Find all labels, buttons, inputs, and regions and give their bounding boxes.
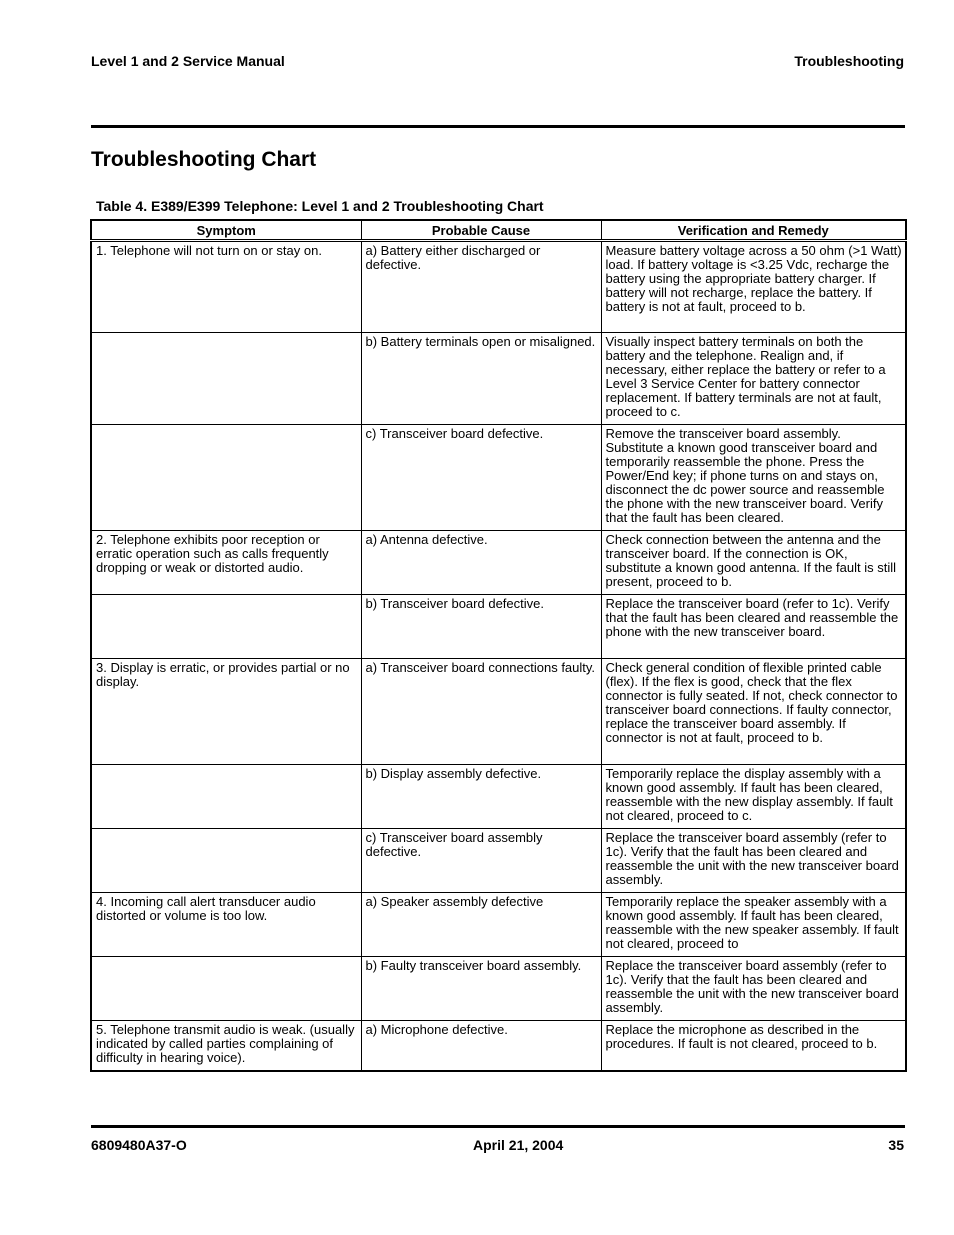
remedy-cell: Remove the transceiver board assembly. Substitute a known good transceiver board and temporarily reassemble the phone. Press the Power/End key; if phone turns on and stays on, disconnect the dc power source and reassemble the phone with the new transceiver board. Verify that the fault has been cleared.	[601, 425, 906, 531]
symptom-cell: 2. Telephone exhibits poor reception or erratic operation such as calls frequently dropping or weak or distorted audio.	[91, 531, 361, 595]
cause-cell: b) Faulty transceiver board assembly.	[361, 957, 601, 1021]
remedy-cell: Replace the transceiver board (refer to 1c). Verify that the fault has been cleared and reassemble the phone with the new transceiver board.	[601, 595, 906, 659]
cause-cell: a) Speaker assembly defective	[361, 893, 601, 957]
table-row	[91, 241, 906, 333]
symptom-cell	[91, 425, 361, 531]
footer-document-number: 6809480A37-O	[91, 1137, 187, 1153]
table-row	[91, 765, 906, 829]
symptom-cell	[91, 333, 361, 425]
header-divider	[91, 125, 905, 128]
table-caption: Table 4. E389/E399 Telephone: Level 1 and 2 Troubleshooting Chart	[96, 198, 544, 214]
table-row	[91, 595, 906, 659]
cause-cell: c) Transceiver board assembly defective.	[361, 829, 601, 893]
remedy-cell: Replace the transceiver board assembly (refer to 1c). Verify that the fault has been cleared and reassemble the unit with the new transceiver board assembly.	[601, 829, 906, 893]
column-header-symptom: Symptom	[91, 220, 361, 241]
symptom-cell	[91, 765, 361, 829]
symptom-cell	[91, 829, 361, 893]
symptom-cell	[91, 957, 361, 1021]
footer-page-number: 35	[888, 1137, 904, 1153]
symptom-cell	[91, 595, 361, 659]
cause-cell: a) Battery either discharged or defective.	[361, 241, 601, 333]
section-title: Troubleshooting Chart	[91, 148, 317, 171]
table-row	[91, 829, 906, 893]
table-row	[91, 1021, 906, 1071]
remedy-cell: Temporarily replace the speaker assembly with a known good assembly. If fault has been cleared, reassemble with the new speaker assembly. If fault not cleared, proceed to	[601, 893, 906, 957]
cause-cell: c) Transceiver board defective.	[361, 425, 601, 531]
cause-cell: b) Transceiver board defective.	[361, 595, 601, 659]
troubleshooting-table	[90, 219, 907, 1072]
table-row	[91, 333, 906, 425]
cause-cell: a) Antenna defective.	[361, 531, 601, 595]
cause-cell: a) Transceiver board connections faulty.	[361, 659, 601, 765]
cause-cell: b) Battery terminals open or misaligned.	[361, 333, 601, 425]
remedy-cell: Check connection between the antenna and the transceiver board. If the connection is OK, substitute a known good antenna. If the fault is still present, proceed to b.	[601, 531, 906, 595]
symptom-cell: 5. Telephone transmit audio is weak. (usually indicated by called parties complaining of difficulty in hearing voice).	[91, 1021, 361, 1071]
table-row	[91, 957, 906, 1021]
remedy-cell: Visually inspect battery terminals on both the battery and the telephone. Realign and, if necessary, either replace the battery or refer to a Level 3 Service Center for battery connector replacement. If battery terminals are not at fault, proceed to c.	[601, 333, 906, 425]
header-manual-title: Level 1 and 2 Service Manual	[91, 53, 285, 69]
remedy-cell: Temporarily replace the display assembly with a known good assembly. If fault has been cleared, reassemble with the new display assembly. If fault not cleared, proceed to c.	[601, 765, 906, 829]
table-header-row	[91, 220, 906, 241]
table-row	[91, 659, 906, 765]
remedy-cell: Replace the microphone as described in the procedures. If fault is not cleared, proceed to b.	[601, 1021, 906, 1071]
footer-date: April 21, 2004	[473, 1137, 564, 1153]
remedy-cell: Replace the transceiver board assembly (refer to 1c). Verify that the fault has been cleared and reassemble the unit with the new transceiver board assembly.	[601, 957, 906, 1021]
cause-cell: b) Display assembly defective.	[361, 765, 601, 829]
header-section-name: Troubleshooting	[794, 53, 904, 69]
table-row	[91, 893, 906, 957]
remedy-cell: Check general condition of flexible printed cable (flex). If the flex is good, check that the flex connector is fully seated. If not, check connector to transceiver board connections. If faulty connector, replace the transceiver board assembly. If connector is not at fault, proceed to b.	[601, 659, 906, 765]
remedy-cell: Measure battery voltage across a 50 ohm (>1 Watt) load. If battery voltage is <3.25 Vdc, recharge the battery using the appropriate battery charger. If battery will not recharge, replace the battery. If battery is not at fault, proceed to b.	[601, 241, 906, 333]
column-header-probable-cause: Probable Cause	[361, 220, 601, 241]
cause-cell: a) Microphone defective.	[361, 1021, 601, 1071]
symptom-cell: 4. Incoming call alert transducer audio distorted or volume is too low.	[91, 893, 361, 957]
footer-divider	[91, 1125, 905, 1128]
symptom-cell: 1. Telephone will not turn on or stay on.	[91, 241, 361, 333]
column-header-verification-remedy: Verification and Remedy	[601, 220, 906, 241]
table-row	[91, 425, 906, 531]
symptom-cell: 3. Display is erratic, or provides partial or no display.	[91, 659, 361, 765]
table-row	[91, 531, 906, 595]
